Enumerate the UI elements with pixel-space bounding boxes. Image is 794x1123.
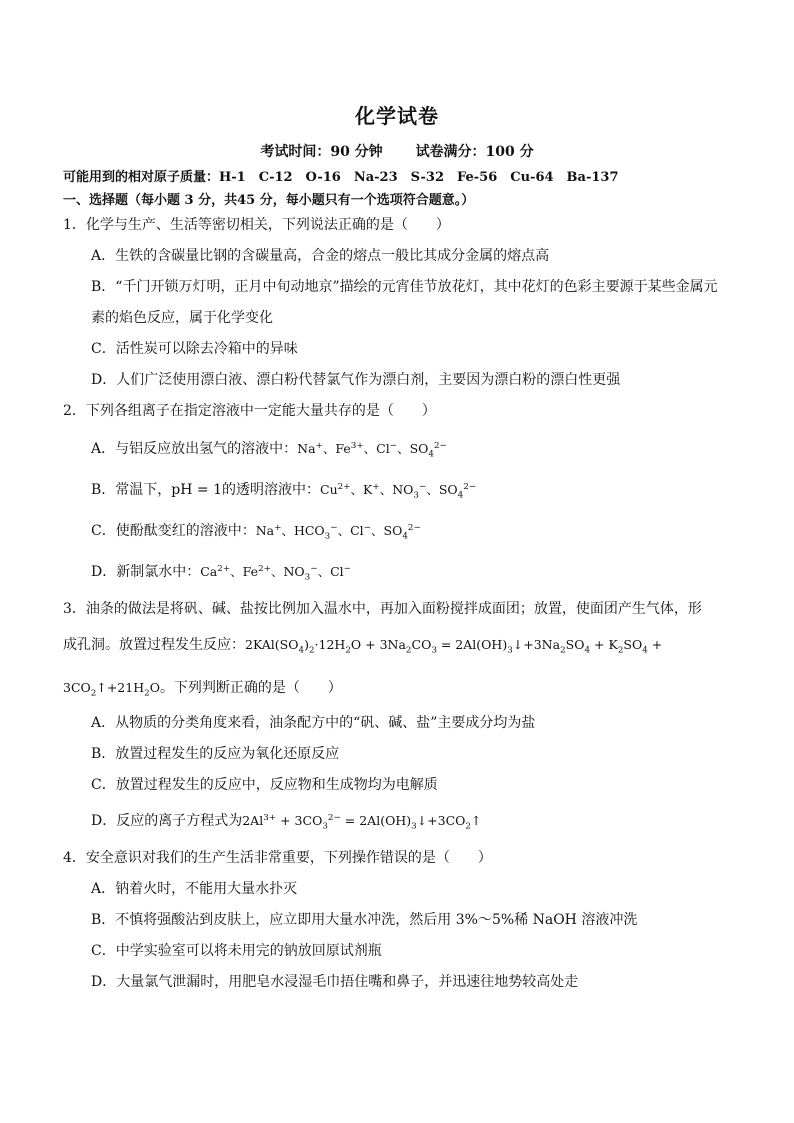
q2-option-a-ions: Na+、$Fe^{3+}$、Cl−、$SO_4^{2-}$ bbox=[297, 440, 447, 460]
q4-option-b: B．不慎将强酸沾到皮肤上，应立即用大量水冲洗，然后用 3%～5%稀 NaOH 溶液冲洗 bbox=[91, 912, 638, 928]
q2-option-c bbox=[91, 522, 421, 542]
q2-stem: 2．下列各组离子在指定溶液中一定能大量共存的是（ ） bbox=[63, 403, 436, 419]
q3-equation-part1: $2KAl(SO_4)_2\cdot 12H_2O + 3Na_2CO_3$ = $2Al(OH)_3↓+3Na_2SO_4 + K_2SO_4$ + bbox=[245, 637, 663, 656]
q1-option-c: C．活性炭可以除去冷箱中的异味 bbox=[91, 341, 298, 357]
q2-option-a bbox=[91, 440, 447, 460]
q3-option-b: B．放置过程发生的反应为氧化还原反应 bbox=[91, 746, 340, 762]
q2-option-b-ions: $Cu^{2+}$、K+、$NO_3^-$、$SO_4^{2-}$ bbox=[320, 481, 477, 501]
q2-option-a-label: A．与铝反应放出氢气的溶液中： bbox=[91, 441, 298, 457]
q1-option-b-line2: 素的焰色反应，属于化学变化 bbox=[91, 310, 273, 326]
q1-stem: 1．化学与生产、生活等密切相关，下列说法正确的是（ ） bbox=[63, 217, 450, 233]
q3-stem-line2 bbox=[63, 637, 663, 656]
exam-score: 试卷满分：100 分 bbox=[415, 144, 534, 160]
q3-stem-line3-tail: 。下列判断正确的是（ ） bbox=[159, 680, 342, 696]
section-heading: 一、选择题（每小题 3 分，共45 分，每小题只有一个选项符合题意。） bbox=[63, 193, 475, 208]
q2-option-d bbox=[91, 563, 351, 583]
q4-option-c: C．中学实验室可以将未用完的钠放回原试剂瓶 bbox=[91, 943, 382, 959]
q2-option-b-label: B．常温下，pH = 1的透明溶液中： bbox=[91, 482, 320, 498]
q4-option-d: D．大量氯气泄漏时，用肥皂水浸湿毛巾捂住嘴和鼻子，并迅速往地势较高处走 bbox=[91, 974, 579, 990]
q3-stem-line3 bbox=[63, 680, 342, 699]
q1-option-b-line1: B．“千门开锁万灯明，正月中旬动地京”描绘的元宵佳节放花灯，其中花灯的色彩主要源于某些金属元 bbox=[91, 279, 718, 295]
q3-equation-part2: $3CO_2↑+21H_2O$ bbox=[63, 680, 160, 699]
q1-option-a: A．生铁的含碳量比钢的含碳量高，合金的熔点一般比其成分金属的熔点高 bbox=[91, 248, 550, 264]
exam-title: 化学试卷 bbox=[355, 104, 439, 128]
exam-time: 考试时间：90 分钟 bbox=[260, 144, 383, 160]
exam-meta bbox=[0, 141, 794, 161]
q1-option-d: D．人们广泛使用漂白液、漂白粉代替氯气作为漂白剂，主要因为漂白粉的漂白性更强 bbox=[91, 372, 621, 388]
q3-option-d bbox=[91, 812, 482, 832]
q3-option-a: A．从物质的分类角度来看，油条配方中的“矾、碱、盐”主要成分均为盐 bbox=[91, 715, 536, 731]
q4-option-a: A．钠着火时，不能用大量水扑灭 bbox=[91, 881, 298, 897]
q2-option-b bbox=[91, 481, 477, 501]
q2-option-d-ions: $Ca^{2+}$、$Fe^{2+}$、$NO_3^-$、Cl− bbox=[200, 563, 351, 583]
q4-stem: 4．安全意识对我们的生产生活非常重要，下列操作错误的是（ ） bbox=[63, 850, 492, 866]
q3-option-c: C．放置过程发生的反应中，反应物和生成物均为电解质 bbox=[91, 777, 438, 793]
atomic-masses: 可能用到的相对原子质量：H-1 C-12 O-16 Na-23 S-32 Fe-56 Cu-64 Ba-137 bbox=[63, 170, 619, 185]
q2-option-c-label: C．使酚酞变红的溶液中： bbox=[91, 523, 256, 539]
q2-option-d-label: D．新制氯水中： bbox=[91, 564, 201, 580]
q3-stem-line1: 3．油条的做法是将矾、碱、盐按比例加入温水中，再加入面粉搅拌成面团；放置，使面团产生气体，形 bbox=[63, 601, 702, 617]
q3-option-d-label: D．反应的离子方程式为 bbox=[91, 813, 243, 829]
q3-option-d-equation: $2Al^{3+} + 3CO_3^{2-}$ = $2Al(OH)_3↓+3CO_2↑$ bbox=[242, 812, 482, 832]
q3-stem-line2-label: 成孔洞。放置过程发生反应： bbox=[63, 637, 245, 653]
q2-option-c-ions: Na+、$HCO_3^-$、Cl−、$SO_4^{2-}$ bbox=[255, 522, 421, 542]
